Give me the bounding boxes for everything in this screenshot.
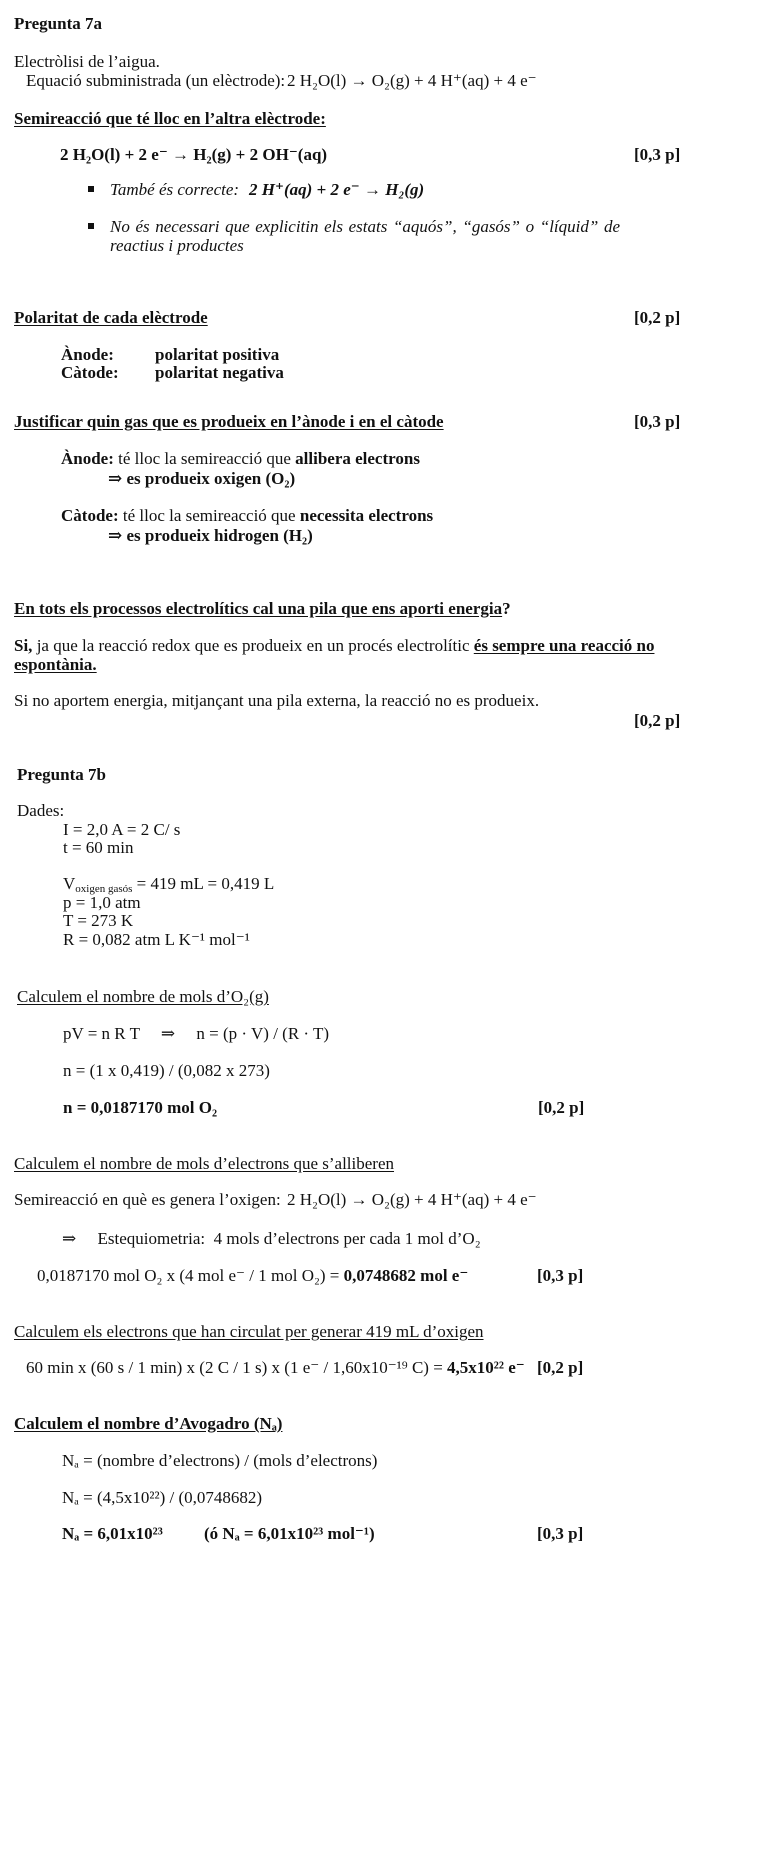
electron-moles-calc-text: 0,0187170 mol O₂ x (4 mol e⁻ / 1 mol O₂) = xyxy=(37,1266,340,1285)
battery-question-mark: ? xyxy=(502,599,511,618)
circulated-electrons-heading: Calculem els electrons que han circulat per generar 419 mL d’oxigen xyxy=(14,1322,484,1341)
circulated-electrons-calc-text: 60 min x (60 s / 1 min) x (2 C / 1 s) x (1 e⁻ / 1,60x10⁻¹⁹ C) = xyxy=(26,1358,443,1377)
q7a-given-equation: 2 H₂O(l) → O₂(g) + 4 H⁺(aq) + 4 e⁻ xyxy=(287,71,537,90)
cathode-polarity: polaritat negativa xyxy=(155,363,284,382)
battery-extra: Si no aportem energia, mitjançant una pila externa, la reacció no es produeix. xyxy=(14,691,540,710)
q7a-intro: Electròlisi de l’aigua. xyxy=(14,52,160,71)
anode-j-label: Ànode: xyxy=(61,449,114,468)
semireaction-equation: 2 H₂O(l) + 2 e⁻ → H₂(g) + 2 OH⁻(aq) xyxy=(60,145,328,164)
also-correct-label: També és correcte: xyxy=(110,180,240,199)
battery-answer-line2: espontània. xyxy=(14,655,97,674)
anode-j-result: ⇒ es produeix oxigen (O₂) xyxy=(108,469,296,488)
oxygen-semireaction-label: Semireacció en què es genera l’oxigen: xyxy=(14,1190,281,1209)
battery-answer-text: ja que la reacció redox que es produeix en un procés electrolític xyxy=(36,636,470,655)
polarity-heading: Polaritat de cada elèctrode xyxy=(14,308,208,327)
avogadro-points: [0,3 p] xyxy=(537,1524,584,1543)
data-volume-value: = 419 mL = 0,419 L xyxy=(132,874,275,893)
oxygen-semireaction-equation: 2 H₂O(l) → O₂(g) + 4 H⁺(aq) + 4 e⁻ xyxy=(287,1190,537,1209)
avogadro-formula: Nₐ = (nombre d’electrons) / (mols d’electrons) xyxy=(62,1451,378,1470)
cathode-j-text: té lloc la semireacció que xyxy=(122,506,296,525)
justify-heading: Justificar quin gas que es produeix en l’ànode i en el càtode xyxy=(14,412,444,431)
moles-points: [0,2 p] xyxy=(538,1098,585,1117)
stoichiometry-note: ⇒ Estequiometria: 4 mols d’electrons per cada 1 mol d’O₂ xyxy=(62,1229,481,1248)
bullet-icon xyxy=(88,223,94,229)
electron-moles-calc xyxy=(37,1266,468,1286)
electron-moles-points: [0,3 p] xyxy=(537,1266,584,1285)
data-temperature: T = 273 K xyxy=(63,911,134,930)
circulated-electrons-calc xyxy=(26,1358,525,1378)
q7b-title: Pregunta 7b xyxy=(17,765,106,784)
avogadro-result-units: (ó Nₐ = 6,01x10²³ mol⁻¹) xyxy=(204,1524,375,1543)
battery-question xyxy=(14,599,511,619)
data-volume-subscript: oxigen gasós xyxy=(75,883,133,895)
avogadro-result: Nₐ = 6,01x10²³ xyxy=(62,1524,163,1543)
semireaction-points: [0,3 p] xyxy=(634,145,681,164)
electron-moles-heading: Calculem el nombre de mols d’electrons que s’alliberen xyxy=(14,1154,395,1173)
anode-j-text: té lloc la semireacció que xyxy=(118,449,291,468)
cathode-j-bold: necessita electrons xyxy=(299,506,434,525)
cathode-j-result: ⇒ es produeix hidrogen (H₂) xyxy=(108,526,313,545)
semireaction-heading: Semireacció que té lloc en l’altra elèctrode: xyxy=(14,109,326,128)
avogadro-heading: Calculem el nombre d’Avogadro (Nₐ) xyxy=(14,1414,283,1433)
states-note-line1: No és necessari que explicitin els estats “aquós”, “gasós” o “líquid” de xyxy=(110,217,620,236)
states-note-line2: reactius i productes xyxy=(110,236,244,255)
cathode-label: Càtode: xyxy=(61,363,119,382)
moles-o2-heading: Calculem el nombre de mols d’O₂(g) xyxy=(17,987,269,1006)
battery-answer-line1 xyxy=(14,636,655,656)
data-pressure: p = 1,0 atm xyxy=(63,893,141,912)
battery-question-text: En tots els processos electrolítics cal una pila que ens aporti energia xyxy=(14,599,503,618)
justify-points: [0,3 p] xyxy=(634,412,681,431)
battery-points: [0,2 p] xyxy=(634,711,681,730)
anode-justification xyxy=(61,449,420,469)
data-label: Dades: xyxy=(17,801,65,820)
q7a-title: Pregunta 7a xyxy=(14,14,102,33)
bullet-icon xyxy=(88,186,94,192)
anode-j-bold: allibera electrons xyxy=(295,449,420,468)
anode-label: Ànode: xyxy=(61,345,114,364)
also-correct-equation: 2 H⁺(aq) + 2 e⁻ → H₂(g) xyxy=(249,180,425,199)
data-gas-constant: R = 0,082 atm L K⁻¹ mol⁻¹ xyxy=(63,930,250,949)
avogadro-substitution: Nₐ = (4,5x10²²) / (0,0748682) xyxy=(62,1488,263,1507)
moles-result: n = 0,0187170 mol O₂ xyxy=(63,1098,218,1117)
circulated-electrons-points: [0,2 p] xyxy=(537,1358,584,1377)
ideal-gas-equation: pV = n R T ⇒ n = (p · V) / (R · T) xyxy=(63,1024,330,1043)
cathode-j-label: Càtode: xyxy=(61,506,119,525)
data-current: I = 2,0 A = 2 C/ s xyxy=(63,820,181,839)
electron-moles-result: 0,0748682 mol e⁻ xyxy=(343,1266,469,1285)
anode-polarity: polaritat positiva xyxy=(155,345,280,364)
polarity-points: [0,2 p] xyxy=(634,308,681,327)
q7a-given-equation-label: Equació subministrada (un elèctrode): xyxy=(26,71,286,90)
data-volume-symbol: V xyxy=(63,874,76,893)
battery-answer-yes: Si, xyxy=(14,636,33,655)
data-time: t = 60 min xyxy=(63,838,134,857)
circulated-electrons-result: 4,5x10²² e⁻ xyxy=(447,1358,525,1377)
battery-answer-emphasis: és sempre una reacció no xyxy=(473,636,655,655)
cathode-justification xyxy=(61,506,433,526)
moles-substitution: n = (1 x 0,419) / (0,082 x 273) xyxy=(63,1061,270,1080)
